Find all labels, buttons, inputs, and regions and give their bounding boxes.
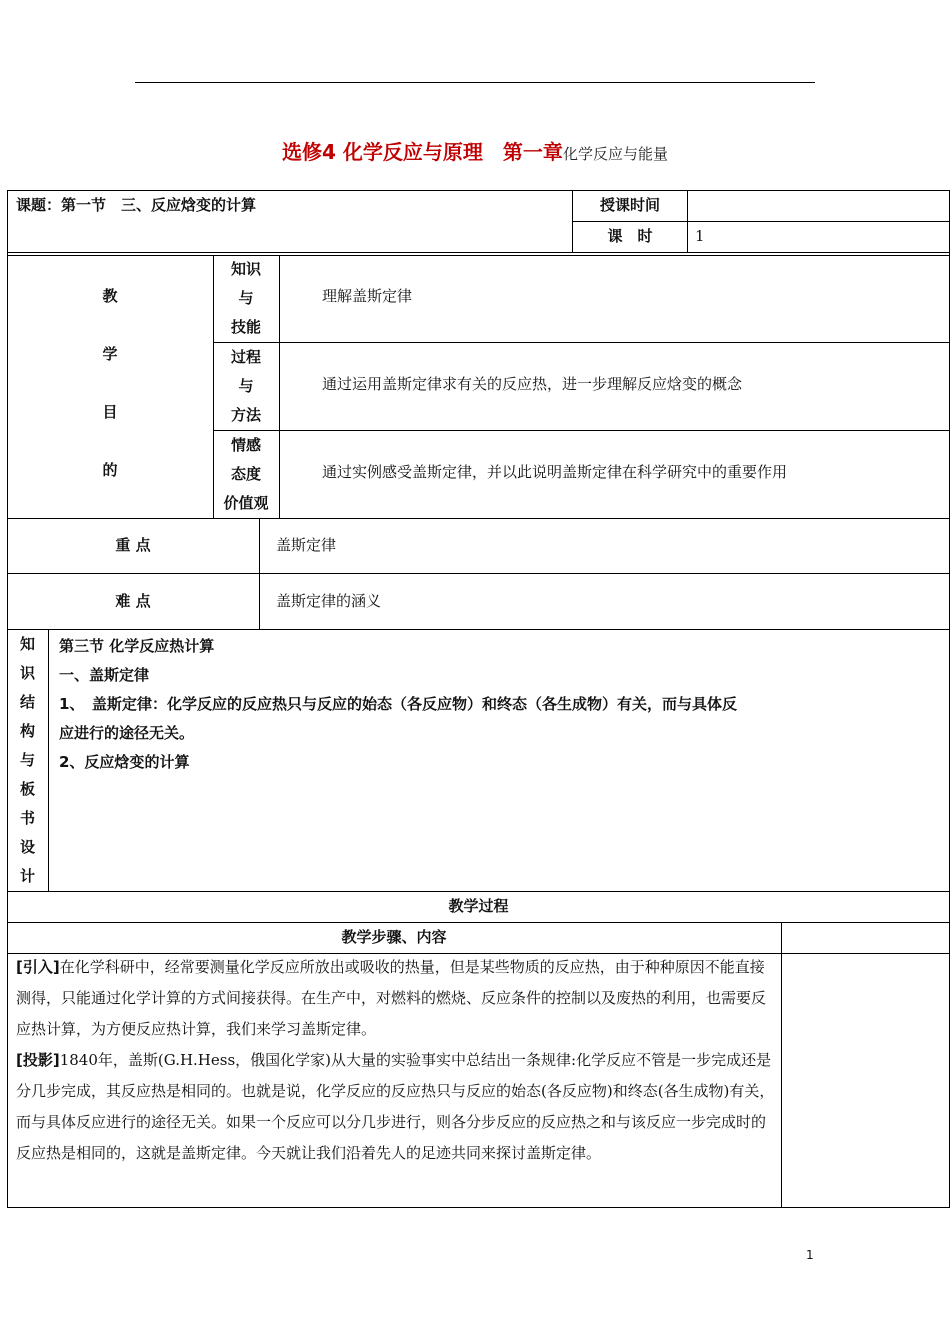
projection-tag: [投影] xyxy=(16,1051,60,1069)
objective-label-attitude: 情感 态度 价值观 xyxy=(223,435,269,512)
board-line: 1、 盖斯定律：化学反应的反应热只与反应的始态（各反应物）和终态（各生成物）有关，而与具体反 xyxy=(59,695,737,713)
header-rule xyxy=(135,82,815,83)
objectives-label: 教 学 目 的 xyxy=(102,287,118,479)
key-point-text: 盖斯定律 xyxy=(276,536,337,554)
intro-tag: [引入] xyxy=(16,958,60,976)
lesson-topic: 课题：第一节 三、反应焓变的计算 xyxy=(16,196,257,214)
hours-label: 课 时 xyxy=(607,227,653,245)
hours-value: 1 xyxy=(695,227,705,245)
objective-label-knowledge: 知识 与 技能 xyxy=(230,260,261,336)
page-title xyxy=(0,136,950,165)
process-subheader: 教学步骤、内容 xyxy=(341,928,447,946)
board-design-content xyxy=(59,632,939,777)
objective-text-attitude: 通过实例感受盖斯定律，并以此说明盖斯定律在科学研究中的重要作用 xyxy=(322,463,788,481)
page-number: 1 xyxy=(806,1248,814,1262)
key-point-label: 重 点 xyxy=(115,536,151,554)
intro-text: 在化学科研中，经常要测量化学反应所放出或吸收的热量，但是某些物质的反应热，由于种种原因不能直接测得，只能通过化学计算的方式间接获得。在生产中，对燃料的燃烧、反应条件的控制以及废热的利用，也需要反应热计算，为方便反应热计算，我们来学习盖斯定律。 xyxy=(16,958,767,1038)
process-header: 教学过程 xyxy=(448,897,509,915)
process-content xyxy=(16,952,776,1169)
objective-text-process: 通过运用盖斯定律求有关的反应热，进一步理解反应焓变的概念 xyxy=(322,375,743,393)
board-line: 应进行的途径无关。 xyxy=(59,724,195,742)
objective-text-knowledge: 理解盖斯定律 xyxy=(322,287,413,305)
objective-label-process: 过程 与 方法 xyxy=(230,347,261,424)
time-label: 授课时间 xyxy=(599,196,660,214)
projection-text: 1840年，盖斯(G.H.Hess，俄国化学家)从大量的实验事实中总结出一条规律:化学反应不管是一步完成还是分几步完成，其反应热是相同的。也就是说，化学反应的反应热只与反应的始态(各反应物)和终态(各生成物)有关，而与具体反应进行的途径无关。如果一个反应可以分几步进行，则各分步反应的反应热之和与该反应一步完成时的反应热是相同的，这就是盖斯定律。今天就让我们沿着先人的足迹共同来探讨盖斯定律。 xyxy=(16,1051,775,1162)
title-main: 选修4 化学反应与原理 第一章 xyxy=(282,140,563,164)
board-line: 2、反应焓变的计算 xyxy=(59,753,190,771)
board-design-label: 知 识 结 构 与 板 书 设 计 xyxy=(19,634,35,885)
projection-paragraph xyxy=(16,1045,776,1169)
board-line: 一、盖斯定律 xyxy=(59,666,150,684)
intro-paragraph xyxy=(16,952,776,1045)
difficulty-text: 盖斯定律的涵义 xyxy=(276,592,382,610)
title-sub: 化学反应与能量 xyxy=(562,145,668,163)
difficulty-label: 难 点 xyxy=(115,592,151,610)
board-line: 第三节 化学反应热计算 xyxy=(59,637,215,655)
